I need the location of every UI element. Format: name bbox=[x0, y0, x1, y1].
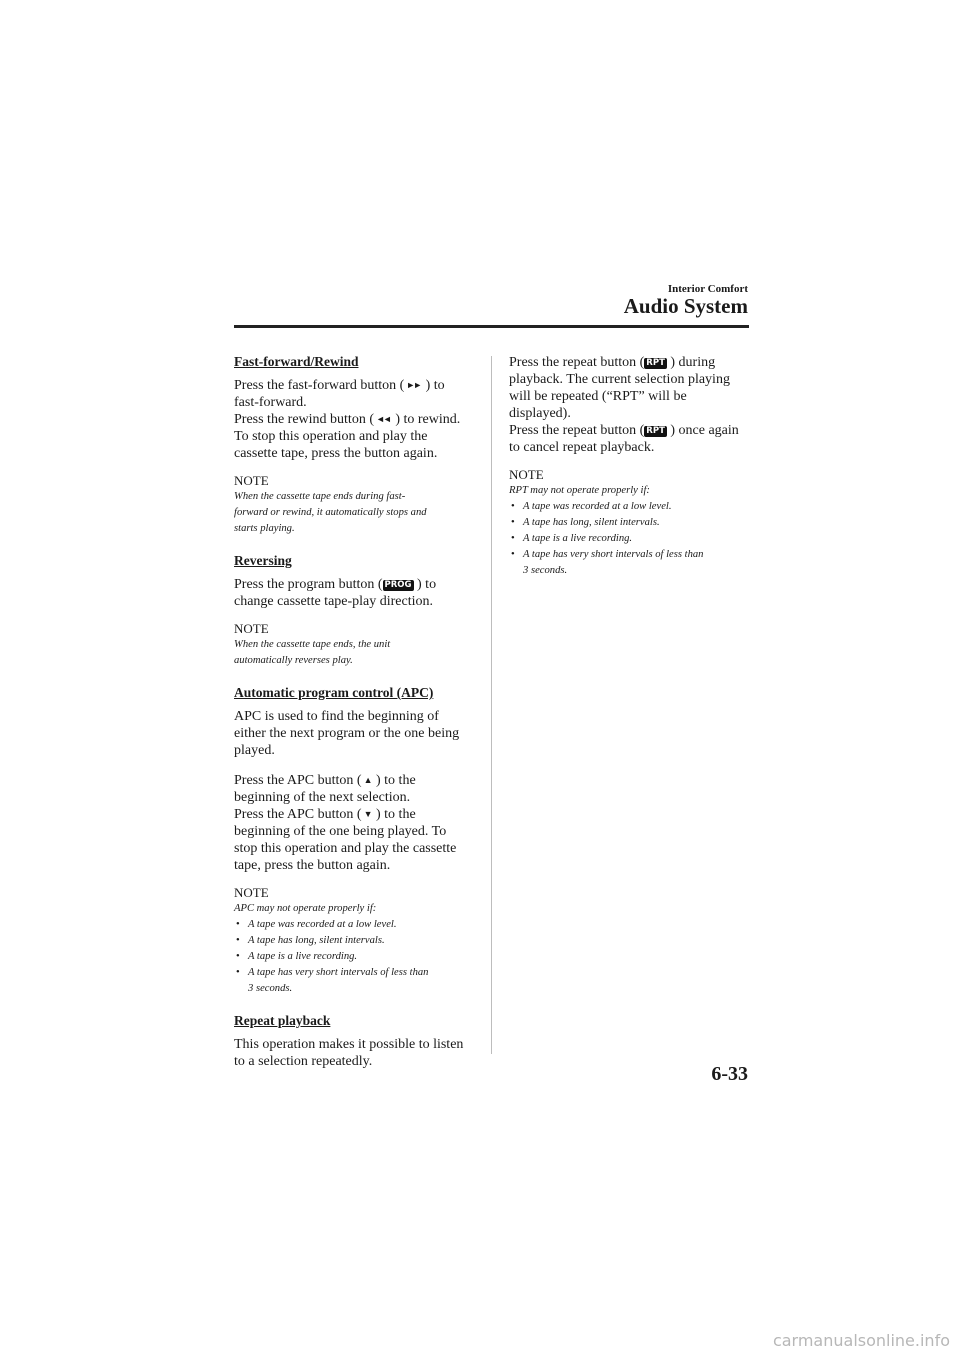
list-item: • A tape was recorded at a low level. bbox=[509, 499, 749, 515]
rpt-button-icon: RPT bbox=[646, 426, 665, 436]
heading-fast-forward-rewind: Fast-forward/Rewind bbox=[234, 354, 359, 369]
fast-forward-rewind-text: Press the fast-forward button ( ►► ) to fast-forward. Press the rewind button ( ◄◄ ) to rewind. To stop this operation and play the cassette tape, press the button again. bbox=[234, 378, 461, 461]
column-divider bbox=[491, 356, 492, 1054]
header-rule bbox=[234, 325, 749, 328]
bullet-icon: • bbox=[511, 517, 515, 528]
list-item: • A tape is a live recording. bbox=[509, 531, 749, 547]
note-label: NOTE bbox=[234, 621, 269, 636]
note-text: When the cassette tape ends during fast- forward or rewind, it automatically stops and starts playing. bbox=[234, 491, 427, 534]
down-arrow-icon: ▼ bbox=[363, 809, 371, 819]
list-item: • A tape has very short intervals of less than 3 seconds. bbox=[511, 549, 704, 576]
left-column bbox=[234, 354, 474, 1081]
note-intro: APC may not operate properly if: bbox=[234, 903, 377, 914]
right-column bbox=[509, 354, 749, 595]
note-list bbox=[234, 917, 474, 997]
list-item: • A tape was recorded at a low level. bbox=[234, 917, 474, 933]
note-text: When the cassette tape ends, the unit automatically reverses play. bbox=[234, 639, 391, 666]
apc-usage-text: Press the APC button ( ▲ ) to the beginning of the next selection. Press the APC button ( ▼ ) to the beginning of the one being played. To stop this operation and play the cassette tape, press the button again. bbox=[234, 773, 457, 873]
list-item: • A tape has very short intervals of less than 3 seconds. bbox=[236, 967, 429, 994]
list-item: • A tape has long, silent intervals. bbox=[234, 933, 474, 949]
note-list bbox=[509, 499, 749, 579]
reversing-text: Press the program button ( PROG ) to change cassette tape-play direction. bbox=[234, 577, 437, 609]
note-label: NOTE bbox=[234, 473, 269, 488]
bullet-icon: • bbox=[511, 549, 515, 560]
list-item: • A tape is a live recording. bbox=[234, 949, 474, 965]
bullet-icon: • bbox=[236, 935, 240, 946]
apc-intro-text: APC is used to find the beginning of either the next program or the one being played. bbox=[234, 709, 460, 758]
prog-button-icon: PROG bbox=[384, 580, 412, 590]
heading-reversing: Reversing bbox=[234, 553, 292, 568]
watermark: carmanualsonline.info bbox=[772, 1331, 950, 1350]
bullet-icon: • bbox=[236, 967, 240, 978]
list-item: • A tape has long, silent intervals. bbox=[509, 515, 749, 531]
heading-apc: Automatic program control (APC) bbox=[234, 685, 434, 700]
page-number: 6-33 bbox=[711, 1063, 748, 1085]
bullet-icon: • bbox=[236, 919, 240, 930]
repeat-usage-text: Press the repeat button ( RPT ) during playback. The current selection playing will be repeated (“RPT” will be displayed). Press the repeat button ( RPT ) once again to cancel repeat playback. bbox=[509, 355, 739, 455]
bullet-icon: • bbox=[511, 501, 515, 512]
note-label: NOTE bbox=[509, 467, 544, 482]
section-label: Interior Comfort bbox=[667, 283, 748, 295]
heading-repeat-playback: Repeat playback bbox=[234, 1013, 331, 1028]
page-title: Audio System bbox=[623, 294, 748, 318]
note-intro: RPT may not operate properly if: bbox=[509, 485, 650, 496]
bullet-icon: • bbox=[511, 533, 515, 544]
rewind-icon: ◄◄ bbox=[375, 414, 390, 424]
rpt-button-icon: RPT bbox=[646, 358, 665, 368]
bullet-icon: • bbox=[236, 951, 240, 962]
note-label: NOTE bbox=[234, 885, 269, 900]
repeat-playback-text: This operation makes it possible to listen to a selection repeatedly. bbox=[234, 1037, 464, 1069]
up-arrow-icon: ▲ bbox=[363, 775, 371, 785]
fast-forward-icon: ►► bbox=[406, 380, 421, 390]
